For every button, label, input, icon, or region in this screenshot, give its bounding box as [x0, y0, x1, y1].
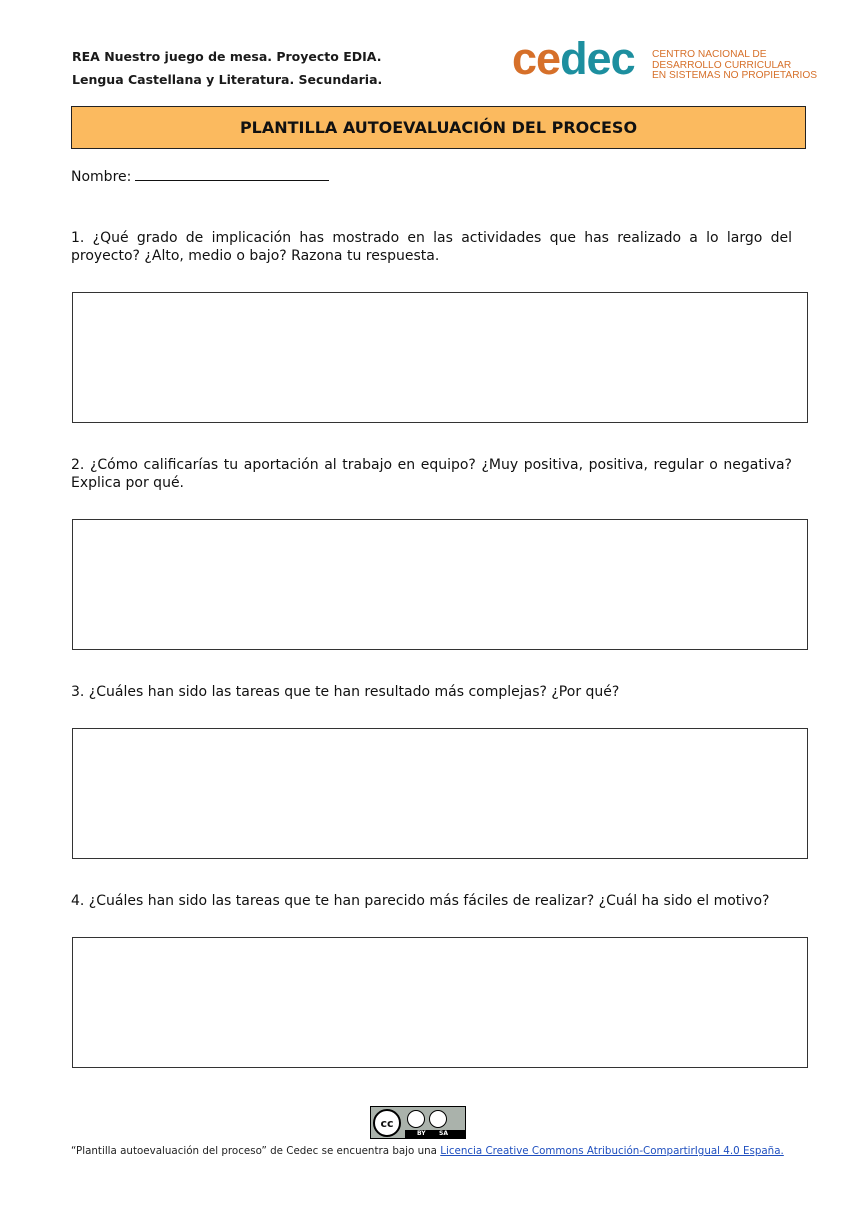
- license-footer: [71, 1145, 784, 1157]
- header-line-2: Lengua Castellana y Literatura. Secundaria.: [72, 72, 383, 87]
- share-alike-icon: [429, 1110, 447, 1128]
- sa-caption: SA: [439, 1130, 448, 1137]
- logo-subtitle-line-1: CENTRO NACIONAL DE: [652, 49, 767, 60]
- logo-wordmark-ce: ce: [512, 33, 561, 84]
- name-input-line[interactable]: [135, 166, 329, 181]
- question-4: 4. ¿Cuáles han sido las tareas que te han parecido más fáciles de realizar? ¿Cuál ha sido el motivo?: [71, 893, 770, 909]
- answer-box-2[interactable]: [72, 519, 808, 650]
- question-1: 1. ¿Qué grado de implicación has mostrado en las actividades que has realizado a lo largo del proyecto? ¿Alto, medio o bajo? Razona tu respuesta.: [71, 230, 792, 264]
- badge-strip: [405, 1130, 465, 1138]
- attribution-icon: [407, 1110, 425, 1128]
- header-line-1: REA Nuestro juego de mesa. Proyecto EDIA.: [72, 49, 382, 64]
- license-footer-text: “Plantilla autoevaluación del proceso” de Cedec se encuentra bajo una: [71, 1145, 441, 1157]
- logo-wordmark: [512, 33, 635, 84]
- logo-subtitle: [652, 50, 817, 82]
- by-sa-icons: [407, 1110, 451, 1132]
- by-caption: BY: [417, 1130, 426, 1137]
- cc-icon: cc: [373, 1109, 401, 1137]
- answer-box-1[interactable]: [72, 292, 808, 423]
- question-2: 2. ¿Cómo calificarías tu aportación al trabajo en equipo? ¿Muy positiva, positiva, regular o negativa? Explica por qué.: [71, 457, 792, 491]
- logo-subtitle-line-2: DESARROLLO CURRICULAR: [652, 59, 792, 71]
- name-label: Nombre:: [71, 169, 132, 185]
- name-field-row: [71, 166, 329, 185]
- answer-box-3[interactable]: [72, 728, 808, 859]
- cc-license-badge[interactable]: [370, 1106, 466, 1139]
- logo-subtitle-line-3: EN SISTEMAS NO PROPIETARIOS: [652, 70, 818, 81]
- answer-box-4[interactable]: [72, 937, 808, 1068]
- cedec-logo: [512, 33, 818, 88]
- license-link[interactable]: Licencia Creative Commons Atribución-CompartirIgual 4.0 España.: [440, 1145, 784, 1157]
- logo-wordmark-dec: dec: [560, 33, 635, 84]
- question-3: 3. ¿Cuáles han sido las tareas que te han resultado más complejas? ¿Por qué?: [71, 684, 620, 700]
- page-title: PLANTILLA AUTOEVALUACIÓN DEL PROCESO: [71, 106, 806, 149]
